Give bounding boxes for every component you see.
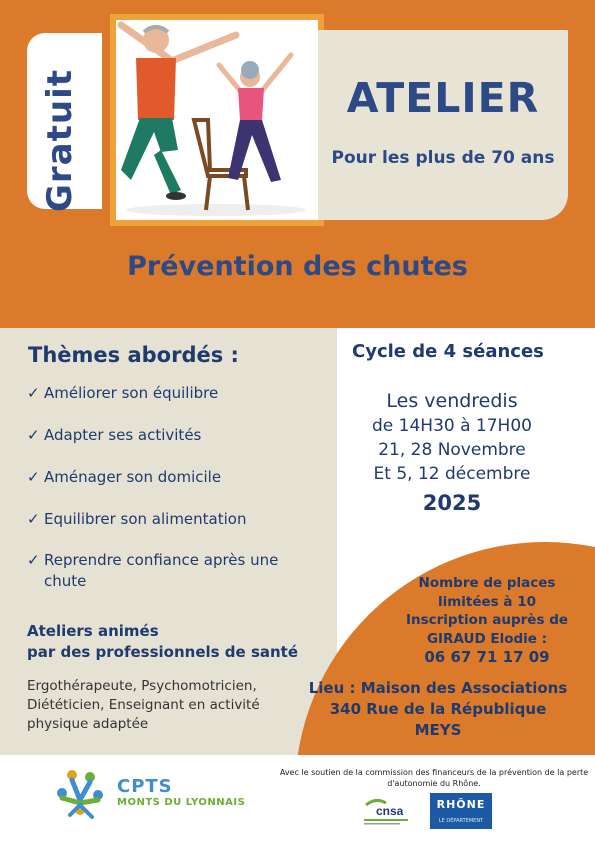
schedule-year: 2025 xyxy=(422,491,482,515)
animated-by: Ateliers animés par des professionnels de santé xyxy=(27,622,299,661)
schedule-hours: de 14H30 à 17H00 xyxy=(372,416,532,436)
theme-item: ✓ Reprendre confiance après une chute xyxy=(27,551,279,590)
atelier-box xyxy=(318,30,568,220)
cnsa-logo xyxy=(362,795,412,829)
location: Lieu : Maison des Associations 340 Rue de la République MEYS xyxy=(308,679,568,739)
professionals-list: Ergothérapeute, Psychomotricien, Diététicien, Enseignant en activité physique adaptée xyxy=(27,678,260,732)
schedule-dates-nov: 21, 28 Novembre xyxy=(378,440,526,460)
support-text: Avec le soutien de la commission des financeurs de la prévention de la perte d'autonomie du Rhône. xyxy=(279,768,589,788)
checkmark-icon: ✓ xyxy=(27,384,40,402)
cnsa-text: cnsa xyxy=(376,804,404,818)
page-title: Prévention des chutes xyxy=(127,251,468,282)
cpts-logo-icon xyxy=(50,765,110,825)
schedule-day: Les vendredis xyxy=(386,390,518,412)
checkmark-icon: ✓ xyxy=(27,426,40,444)
atelier-title: ATELIER xyxy=(346,74,540,122)
theme-item: ✓ Adapter ses activités xyxy=(27,426,202,444)
audience-subtitle: Pour les plus de 70 ans xyxy=(331,148,555,168)
theme-item: ✓ Equilibrer son alimentation xyxy=(27,510,247,528)
schedule-block xyxy=(352,388,552,518)
themes-heading: Thèmes abordés : xyxy=(28,343,239,367)
rhone-subtitle: LE DÉPARTEMENT xyxy=(438,818,484,824)
gratuit-badge: Gratuit xyxy=(40,69,80,212)
cpts-subtitle: MONTS DU LYONNAIS xyxy=(117,797,246,808)
cpts-name: CPTS xyxy=(117,776,173,797)
theme-item: ✓ Aménager son domicile xyxy=(27,468,222,486)
checkmark-icon: ✓ xyxy=(27,468,40,486)
rhone-text: RHÔNE xyxy=(436,798,486,811)
seniors-exercising-illustration xyxy=(116,20,318,220)
cycle-heading: Cycle de 4 séances xyxy=(352,341,544,362)
schedule-dates-dec: Et 5, 12 décembre xyxy=(373,464,531,484)
phone-number: 06 67 71 17 09 xyxy=(424,648,550,666)
theme-item: ✓ Améliorer son équilibre xyxy=(27,384,219,402)
checkmark-icon: ✓ xyxy=(27,510,40,528)
checkmark-icon: ✓ xyxy=(27,551,40,569)
registration-info: Nombre de places limitées à 10 Inscription auprès de GIRAUD Elodie : xyxy=(405,575,569,647)
